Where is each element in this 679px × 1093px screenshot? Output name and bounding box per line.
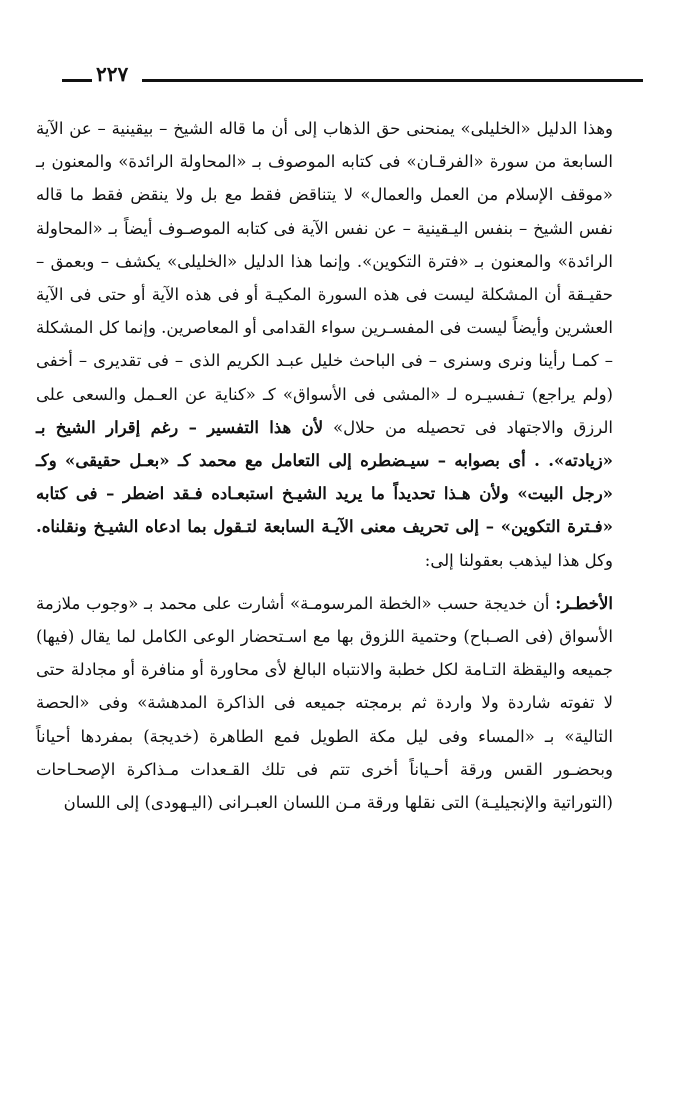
paragraph-bold-text: لأن هذا التفسير – رغم إقرار الشيخ بـ «زيادته». . أى بصوابه – سيـضطره إلى التعامل مع محمد كـ «بعـل حقيقى» وكـ «رجل البيت» ولأن هـذا تحديداً ما يريد الشيـخ استبعـاده فـقد اضطر – فى كتابه «فـترة التكوين» – إلى تحريف معنى الآيـة السابعة لتـقول بما ادعاه الشيـخ ونقلناه. <box>36 417 613 537</box>
page-number: ٢٢٧ <box>96 62 129 86</box>
header-rule-long <box>142 79 643 82</box>
paragraph-lead-bold: الأخطـر: <box>555 593 613 613</box>
header-rule-short <box>62 79 92 82</box>
paragraph <box>36 587 643 819</box>
paragraph <box>36 112 643 577</box>
page-header <box>62 62 643 92</box>
body-text <box>36 112 643 819</box>
paragraph-text: وهذا الدليل «الخليلى» يمنحنى حق الذهاب إلى أن ما قاله الشيخ – بيقينية – عن الآية السابعة من سورة «الفرقـان» فى كتابه الموصوف بـ «المحاولة الرائدة» والمعنون بـ «موقف الإسلام من العمل والعمال» لا يتناقض فقط مع بل ولا ينقض فقط ما قاله نفس الشيخ – بنفس اليـقينية – عن نفس الآية فى كتابه الموصـوف أيضاً بـ «المحاولة الرائدة» والمعنون بـ «فترة التكوين». وإنما هذا الدليل «الخليلى» يكشف – وبعمق – حقيـقة أن المشكلة ليست فى هذه السورة المكيـة أو فى هذه الآية أو حتى فى الآية العشرين وأيضاً ليست فى المفسـرين سواء القدامى أو المعاصرين. وإنما كل المشكلة – كمـا رأينا ونرى وسنرى – فى الباحث خليل عبـد الكريم الذى – فى تقديرى – أخفى (ولم يراجع) تـفسيـره لـ «المشى فى الأسواق» كـ «كناية عن العـمل والسعى على الرزق والاجتهاد فى تحصيله من حلال» <box>36 119 613 437</box>
paragraph-text: أن خديجة حسب «الخطة المرسومـة» أشارت على محمد بـ «وجوب ملازمة الأسواق (فى الصـباح) وحتمية اللزوق بها مع اسـتحضار الوعى الكامل لما يقال (فيها) جميعه واليقظة التـامة لكل خطبة والانتباه البالغ لأى محاورة أو منافرة أو مجادلة حتى لا تفوته شاردة ولا واردة ثم برمجته جميعه فى الذاكرة المدهشة» وفى «الحصة التالية» بـ «المساء وفى ليل مكة الطويل فمع الطاهرة (خديجة) بمفردها أحياناً وبحضـور القس ورقة أحـياناً أخرى تتم فى تلك القـعدات مـذاكرة الإصحـاحات (التوراتية والإنجيليـة) التى نقلها ورقة مـن اللسان العبـرانى (اليـهودى) إلى اللسان <box>36 593 613 813</box>
paragraph-text: وكل هذا ليذهب بعقولنا إلى: <box>424 550 613 570</box>
